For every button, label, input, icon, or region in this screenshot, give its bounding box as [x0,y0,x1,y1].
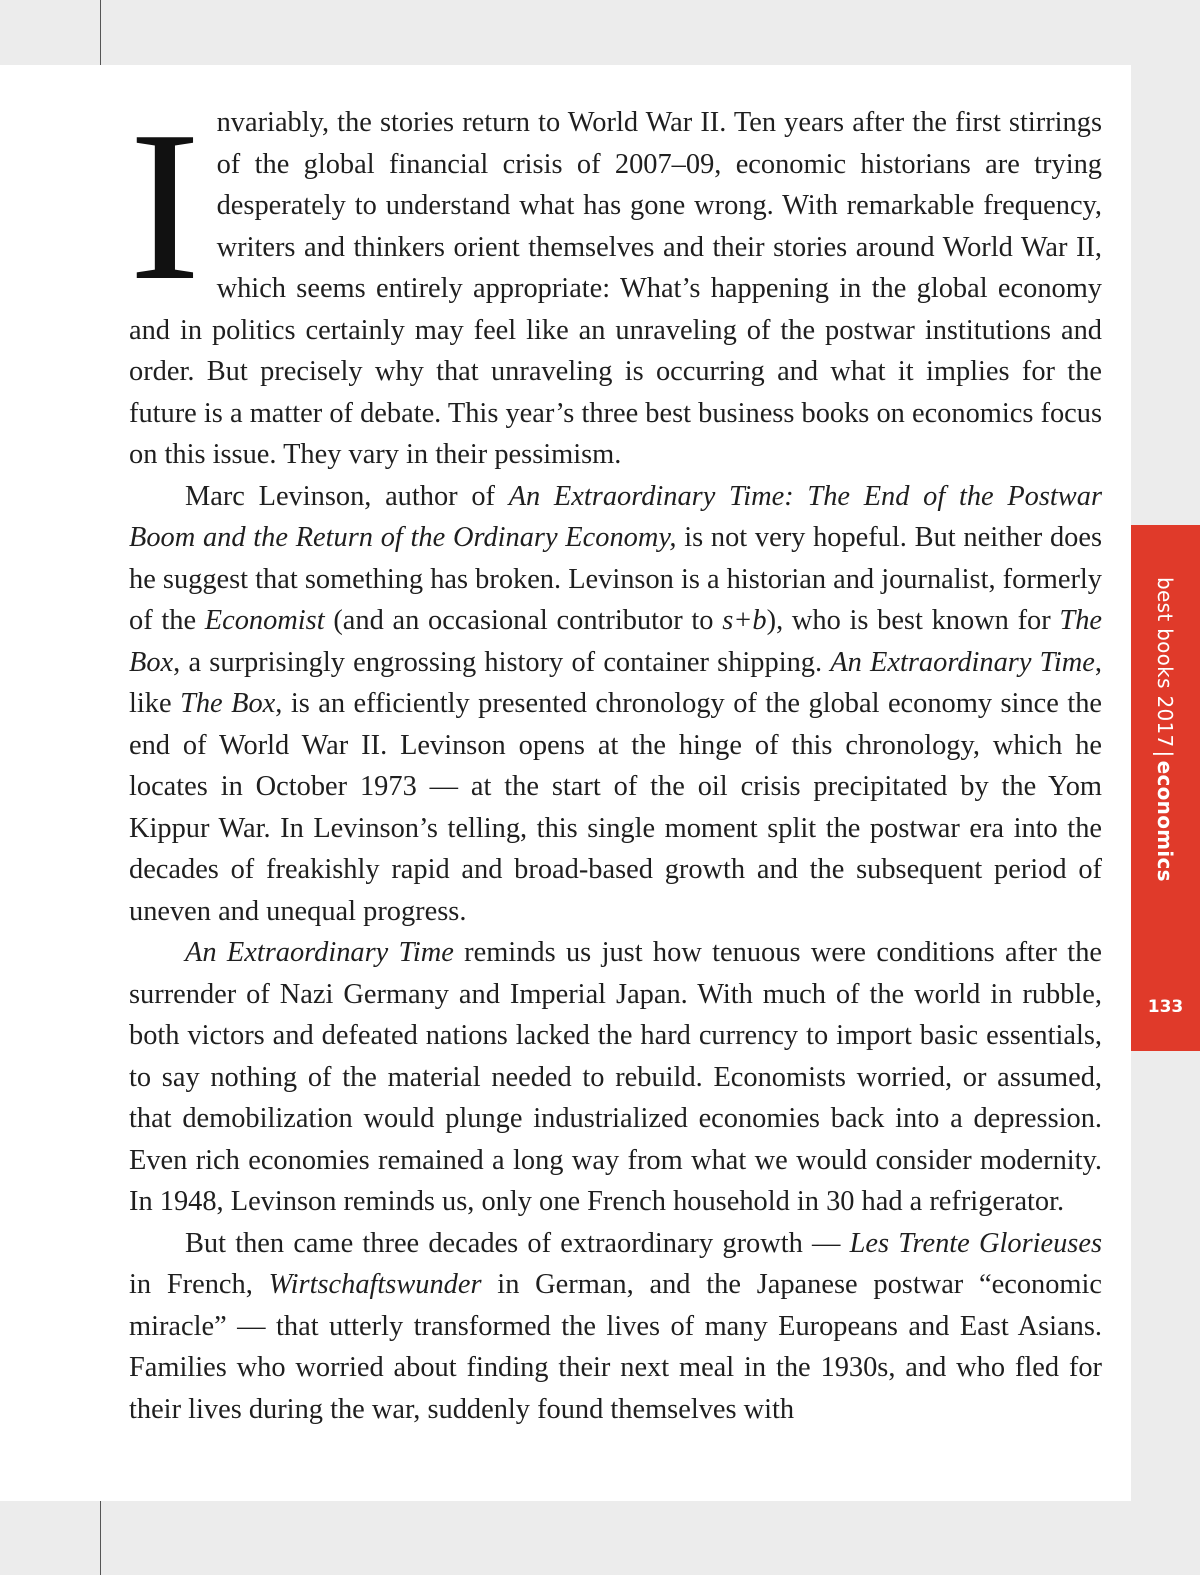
book-title: An Extraordinary Time [830,646,1095,678]
book-title: The Box [129,605,1102,678]
paragraph-4 [129,1223,1102,1431]
text-run: ), who is best known for [766,605,1060,636]
paragraph-1-text: nvariably, the stories return to World War II. Ten years after the first stirrings of the global financial crisis of 2007–09, economic historians are trying desperately to understand what has gone wrong. With remarkable frequency, writers and thinkers orient themselves and their stories around World War II, which seems entirely appropriate: What’s happening in the global economy and in politics certainly may feel like an unraveling of the postwar institutions and order. But precisely why that unraveling is occurring and what it implies for the future is a matter of debate. This year’s three best business books on economics focus on this issue. They vary in their pessimism. [129,107,1102,470]
text-run: , like [129,646,1102,719]
text-run: is not very hopeful. But neither does he suggest that something has broken. Levinson is a historian and journalist, formerly of the [129,522,1102,636]
publication-title: Economist [204,605,325,636]
text-run: , is an efficiently presented chronology of the global economy since the end of World War II. Levinson opens at the hinge of this chronology, which he locates in October 1973 — at the start of the oil crisis precipitated by the Yom Kippur War. In Levinson’s telling, this single moment split the postwar era into the decades of freakishly rapid and broad-based growth and the subsequent period of uneven and unequal progress. [129,688,1103,927]
text-run: (and an occasional contributor to [324,605,723,636]
page-number: 133 [1147,997,1184,1017]
text-run: Marc Levinson, author of [185,480,509,512]
drop-cap: I [129,86,201,325]
section-category: economics [1153,760,1177,882]
text-run: , a surprisingly engrossing history of container shipping. [173,646,831,678]
section-label [1153,577,1177,882]
book-title: An Extraordinary Time [185,937,454,968]
paragraph-2 [129,476,1102,933]
article-body [129,86,1103,1430]
text-run: But then came three decades of extraordinary growth — [185,1227,850,1259]
section-label-text: best books 2017 [1153,577,1177,748]
book-title: The Box [180,688,276,719]
book-title: An Extraordinary Time: The End of the Postwar Boom and the Return of the Ordinary Economy, [129,480,1102,553]
text-run: in German, and the Japanese postwar “economic miracle” — that utterly transformed the lives of many Europeans and East Asians. Families who worried about finding their next meal in the 1930s, and who fled for their lives during the war, suddenly found themselves with [129,1269,1102,1425]
foreign-term: Wirtschaftswunder [268,1269,482,1300]
paragraph-1 [129,86,1102,476]
text-run: in French, [129,1269,269,1300]
section-tab [1131,525,1200,1051]
section-separator: | [1153,750,1177,758]
text-run: reminds us just how tenuous were conditions after the surrender of Nazi Germany and Imperial Japan. With much of the world in rubble, both victors and defeated nations lacked the hard currency to import basic essentials, to say nothing of the material needed to rebuild. Economists worried, or assumed, that demobilization would plunge industrialized economies back into a depression. Even rich economies remained a long way from what we would consider modernity. In 1948, Levinson reminds us, only one French household in 30 had a refrigerator. [129,937,1102,1217]
foreign-term: Les Trente Glorieuses [849,1227,1102,1259]
publication-title: s+b [722,605,767,636]
paragraph-3 [129,932,1102,1223]
